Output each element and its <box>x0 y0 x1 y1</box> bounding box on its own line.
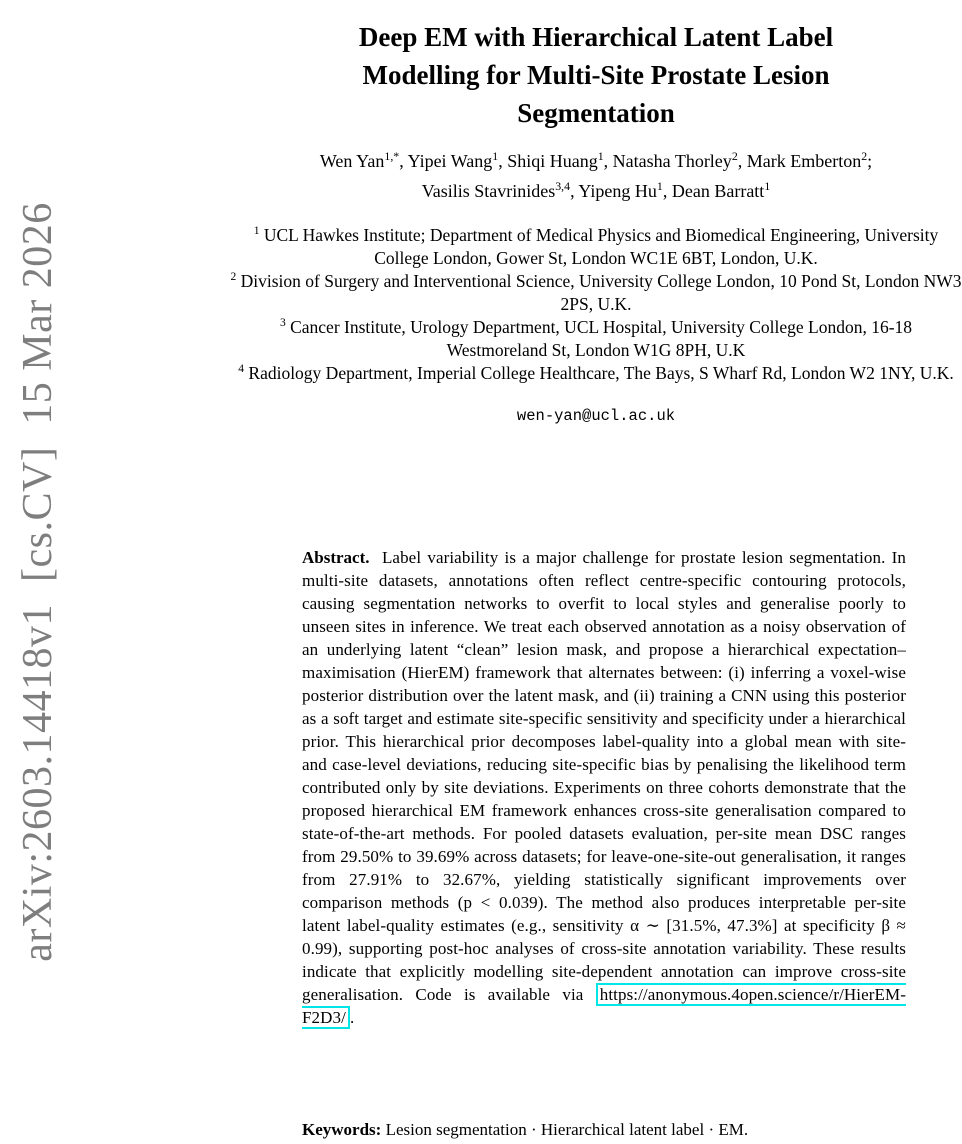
author-affil-sup: 2 <box>861 149 868 163</box>
affiliation-4 <box>230 362 962 385</box>
arxiv-watermark: arXiv:2603.14418v1 [cs.CV] 15 Mar 2026 <box>15 202 61 962</box>
author: Vasilis Stavrinides$^{3,4}$, <box>421 179 579 201</box>
affiliation-number: 4 <box>238 363 245 376</box>
affiliation-list <box>230 224 962 385</box>
author-affil-sup: 1,* <box>384 149 400 163</box>
affiliation-number: 2 <box>230 271 237 284</box>
affiliation-text: Radiology Department, Imperial College Healthcare, The Bays, S Wharf Rd, London W2 1NY, U.K. <box>248 363 954 383</box>
code-link[interactable]: https://anonymous.4open.science/r/HierEM-F2D3/ <box>302 985 906 1027</box>
author: Wen Yan$^{1,*}$, <box>319 149 408 171</box>
abstract-link-suffix: . <box>349 1008 355 1027</box>
author: Dean Barratt$^1$ <box>671 179 771 201</box>
affiliation-1 <box>230 224 962 270</box>
affiliation-text: Cancer Institute, Urology Department, UCL Hospital, University College London, 16-18 Westmoreland St, London W1G 8PH, U.K <box>290 317 913 360</box>
author-affil-sup: 1 <box>656 179 663 193</box>
author: Yipeng Hu$^1$, <box>578 179 672 201</box>
title-line-3: Segmentation <box>517 98 675 129</box>
author-list <box>230 146 962 206</box>
author: Mark Emberton$^2$; <box>746 149 873 171</box>
author-affil-sup: 1 <box>492 149 499 163</box>
affiliation-number: 1 <box>253 225 260 238</box>
abstract-label: Abstract. <box>302 548 370 567</box>
author: Yipei Wang$^1$, <box>407 149 508 171</box>
author-affil-sup: 1 <box>764 179 771 193</box>
author-affil-sup: 2 <box>731 149 738 163</box>
affiliation-number: 3 <box>279 317 286 330</box>
keywords-label: Keywords: <box>302 1120 382 1139</box>
keywords-text: Lesion segmentation · Hierarchical latent label · EM. <box>385 1120 749 1139</box>
abstract <box>302 546 906 1029</box>
author: Natasha Thorley$^2$, <box>612 149 747 171</box>
keywords-line <box>302 1120 922 1140</box>
abstract-body: Label variability is a major challenge for prostate lesion segmentation. In multi-site datasets, annotations often reflect centre-specific contouring protocols, causing segmentation networks to overfit to local styles and generalise poorly to unseen sites in inference. We treat each observed annotation as a noisy observation of an underlying latent “clean” lesion mask, and propose a hierarchical expectation–maximisation (HierEM) framework that alternates between: (i) inferring a voxel-wise posterior distribution over the latent mask, and (ii) training a CNN using this posterior as a soft target and estimate site-specific sensitivity and specificity under a hierarchical prior. This hierarchical prior decomposes label-quality into a global mean with site- and case-level deviations, reducing site-specific bias by penalising the likelihood term contributed only by site deviations. Experiments on three cohorts demonstrate that the proposed hierarchical EM framework enhances cross-site generalisation compared to state-of-the-art methods. For pooled datasets evaluation, per-site mean DSC ranges from 29.50% to 39.69% across datasets; for leave-one-site-out generalisation, it ranges from 27.91% to 32.67%, yielding statistically significant improvements over comparison methods (p < 0.039). The method also produces interpretable per-site latent label-quality estimates (e.g., sensitivity α ∼ [31.5%, 47.3%] at specificity β ≈ 0.99), supporting post-hoc analyses of cross-site annotation variability. These results indicate that explicitly modelling site-dependent annotation can improve cross-site generalisation. Code is available via <box>302 548 907 1004</box>
title-line-1: Deep EM with Hierarchical Latent Label <box>358 22 834 53</box>
paper-title <box>230 18 962 132</box>
author-affil-sup: 3,4 <box>555 179 571 193</box>
author-affil-sup: 1 <box>597 149 604 163</box>
contact-email: wen-yan@ucl.ac.uk <box>516 407 676 425</box>
title-line-2: Modelling for Multi-Site Prostate Lesion <box>362 60 830 91</box>
affiliation-text: Division of Surgery and Interventional Science, University College London, 10 Pond St, London NW3 2PS, U.K. <box>240 271 962 314</box>
affiliation-2 <box>230 270 962 316</box>
affiliation-3 <box>230 316 962 362</box>
author: Shiqi Huang$^1$, <box>507 149 613 171</box>
affiliation-text: UCL Hawkes Institute; Department of Medical Physics and Biomedical Engineering, University College London, Gower St, London WC1E 6BT, London, U.K. <box>263 225 939 268</box>
